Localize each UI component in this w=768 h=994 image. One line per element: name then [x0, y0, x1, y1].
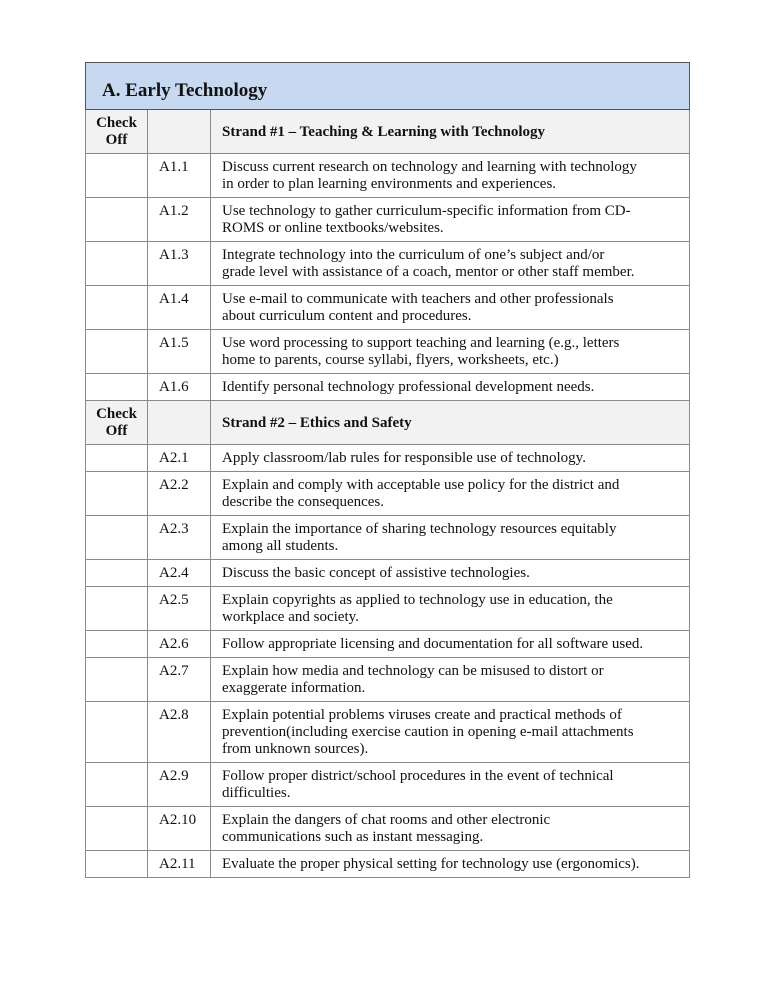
standard-description: Follow proper district/school procedures in the event of technical difficulties. [211, 763, 690, 807]
standard-code: A2.11 [148, 851, 211, 878]
check-off-cell[interactable] [86, 445, 148, 472]
table-row [86, 242, 690, 286]
check-off-cell[interactable] [86, 198, 148, 242]
standard-description: Explain potential problems viruses create and practical methods of prevention(including exercise caution in opening e-mail attachments from unknown sources). [211, 702, 690, 763]
standard-description: Explain and comply with acceptable use policy for the district and describe the consequences. [211, 472, 690, 516]
table-row [86, 154, 690, 198]
check-off-cell[interactable] [86, 587, 148, 631]
table-row [86, 560, 690, 587]
check-off-cell[interactable] [86, 516, 148, 560]
standard-code: A1.6 [148, 374, 211, 401]
code-header [148, 401, 211, 445]
standard-code: A1.2 [148, 198, 211, 242]
standard-code: A2.8 [148, 702, 211, 763]
table-row [86, 807, 690, 851]
standard-description: Explain copyrights as applied to technology use in education, the workplace and society. [211, 587, 690, 631]
table-row [86, 851, 690, 878]
table-row [86, 658, 690, 702]
check-off-cell[interactable] [86, 472, 148, 516]
table-row [86, 330, 690, 374]
standard-code: A1.1 [148, 154, 211, 198]
standard-description: Evaluate the proper physical setting for technology use (ergonomics). [211, 851, 690, 878]
strand-header-row [86, 401, 690, 445]
table-row [86, 587, 690, 631]
strand-heading: Strand #1 – Teaching & Learning with Technology [211, 110, 690, 154]
standard-code: A2.5 [148, 587, 211, 631]
standard-description: Discuss the basic concept of assistive technologies. [211, 560, 690, 587]
table-row [86, 445, 690, 472]
standard-description: Follow appropriate licensing and documentation for all software used. [211, 631, 690, 658]
standard-description: Apply classroom/lab rules for responsible use of technology. [211, 445, 690, 472]
table-row [86, 286, 690, 330]
check-off-header: Check Off [86, 110, 148, 154]
standard-description: Discuss current research on technology and learning with technology in order to plan learning environments and experiences. [211, 154, 690, 198]
standard-code: A1.4 [148, 286, 211, 330]
check-off-cell[interactable] [86, 851, 148, 878]
standard-code: A2.7 [148, 658, 211, 702]
standard-description: Explain the dangers of chat rooms and other electronic communications such as instant messaging. [211, 807, 690, 851]
code-header [148, 110, 211, 154]
section-title: A. Early Technology [86, 63, 690, 110]
standard-description: Explain the importance of sharing technology resources equitably among all students. [211, 516, 690, 560]
standard-code: A1.3 [148, 242, 211, 286]
check-off-cell[interactable] [86, 286, 148, 330]
check-off-cell[interactable] [86, 702, 148, 763]
strand-heading: Strand #2 – Ethics and Safety [211, 401, 690, 445]
check-off-cell[interactable] [86, 374, 148, 401]
strand-header-row [86, 110, 690, 154]
table-row [86, 631, 690, 658]
table-row [86, 516, 690, 560]
table-row [86, 763, 690, 807]
standard-code: A2.3 [148, 516, 211, 560]
standard-code: A1.5 [148, 330, 211, 374]
standard-code: A2.2 [148, 472, 211, 516]
check-off-cell[interactable] [86, 807, 148, 851]
check-off-cell[interactable] [86, 658, 148, 702]
standard-description: Use technology to gather curriculum-specific information from CD- ROMS or online textbooks/websites. [211, 198, 690, 242]
standard-code: A2.4 [148, 560, 211, 587]
standard-description: Identify personal technology professional development needs. [211, 374, 690, 401]
check-off-header: Check Off [86, 401, 148, 445]
standard-code: A2.10 [148, 807, 211, 851]
check-off-cell[interactable] [86, 560, 148, 587]
check-off-cell[interactable] [86, 763, 148, 807]
check-off-cell[interactable] [86, 242, 148, 286]
standard-code: A2.9 [148, 763, 211, 807]
standard-description: Use e-mail to communicate with teachers and other professionals about curriculum content and procedures. [211, 286, 690, 330]
checklist-table [85, 62, 690, 878]
standard-code: A2.6 [148, 631, 211, 658]
standard-description: Integrate technology into the curriculum of one’s subject and/or grade level with assistance of a coach, mentor or other staff member. [211, 242, 690, 286]
check-off-cell[interactable] [86, 330, 148, 374]
standard-code: A2.1 [148, 445, 211, 472]
table-row [86, 374, 690, 401]
check-off-cell[interactable] [86, 631, 148, 658]
check-off-cell[interactable] [86, 154, 148, 198]
table-row [86, 198, 690, 242]
table-row [86, 472, 690, 516]
standard-description: Explain how media and technology can be misused to distort or exaggerate information. [211, 658, 690, 702]
standard-description: Use word processing to support teaching and learning (e.g., letters home to parents, course syllabi, flyers, worksheets, etc.) [211, 330, 690, 374]
table-row [86, 702, 690, 763]
